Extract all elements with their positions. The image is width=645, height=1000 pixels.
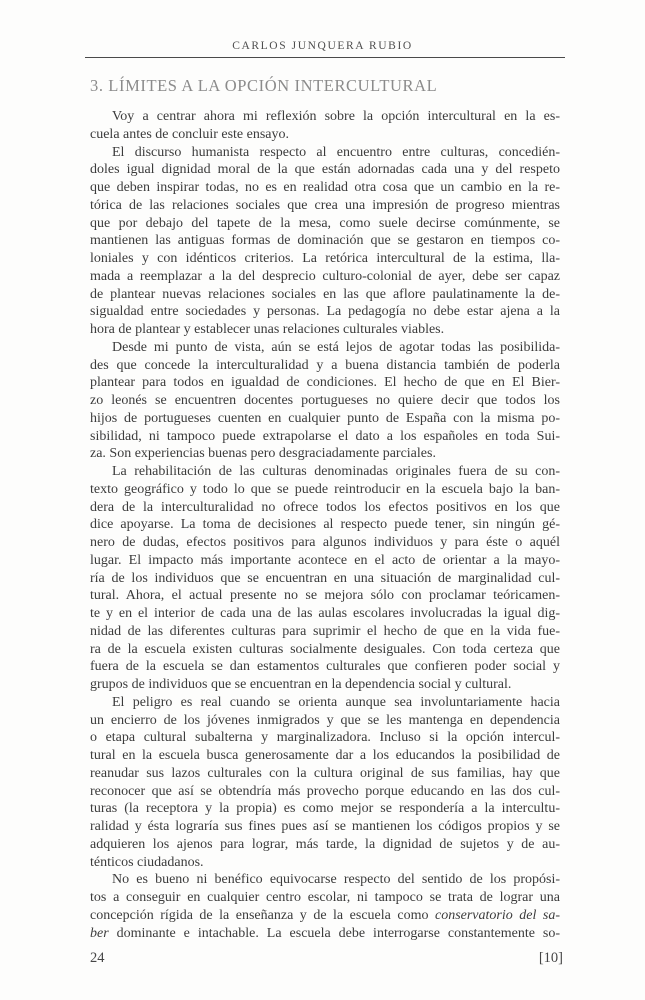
text-line-p4-8: tural. Ahora, el actual presente no se mejora sólo con proclamar teóricamen- [90,588,560,604]
text-line-p2-9: de plantear nuevas relaciones sociales en las que aflore paulatinamente la de- [90,286,560,302]
text-line-p2-11: hora de plantear y establecer unas relaciones culturales viables. [90,322,445,337]
text-line-p4-2: texto geográfico y todo lo que se puede reintroducir en la escuela bajo la ban- [90,481,560,497]
text-line-p3-6: sibilidad, ni tampoco puede extrapolarse el dato a los españoles en toda Sui- [90,428,560,444]
text-line-p1-1: Voy a centrar ahora mi reflexión sobre la opción intercultural en la es- [112,109,560,124]
text-line-p2-1: El discurso humanista respecto al encuentro entre culturas, concedién- [112,144,560,160]
article-body [90,108,560,942]
text-line-p2-2: doles igual dignidad moral de la que están adornadas cada una y del respeto [90,162,560,178]
text-line-p5-9: adquieren los ajenos para lograr, más tarde, la dignidad de sujetos y de au- [90,836,560,852]
text-line-p3-5: hijos de portugueses cuenten en cualquier punto de España con la misma po- [90,410,560,426]
text-line-p4-1: La rehabilitación de las culturas denominadas originales fuera de su con- [112,464,560,479]
text-line-p4-11: ra de la escuela existen culturas socialmente desiguales. Con toda certeza que [90,641,560,657]
text-line-p2-8: mada a reemplazar a la del desprecio culturo-colonial de ayer, debe ser capaz [90,268,560,284]
text-line-p5-5: reanudar sus lazos culturales con la cultura original de sus familias, hay que [90,765,560,781]
text-line-p2-7: loniales y con idénticos criterios. La retórica intercultural de la estima, lla- [90,251,560,266]
text-line-p3-4: zo leonés se encuentren docentes portugueses no quiere decir que todos los [90,393,560,408]
text-line-p6-3: concepción rígida de la enseñanza y de la escuela como conservatorio del sa- [90,907,560,923]
text-line-p5-6: reconocer que así se obtendría más provecho porque educando en las dos cul- [90,783,560,799]
text-line-p2-4: tórica de las relaciones sociales que crea una impresión de progreso mientras [90,197,560,213]
text-line-p4-12: fuera de la escuela se dan estamentos culturales que confieren poder social y [90,659,560,675]
page-number: 24 [90,950,105,966]
header-rule [85,57,565,58]
text-line-p5-7: turas (la receptora y la propia) es como mejor se respondería a la intercultu- [90,801,560,817]
page-footer [90,950,563,967]
text-line-p4-10: nidad de las diferentes culturas para suprimir el hecho de que en la vida fue- [90,623,560,639]
text-line-p6-4: ber dominante e intachable. La escuela debe interrogarse constantemente so- [90,925,560,941]
signature-number: [10] [538,950,563,966]
running-header: CARLOS JUNQUERA RUBIO [232,40,413,52]
text-line-p5-4: tural en la escuela busca generosamente dar a los educandos la posibilidad de [90,748,560,763]
text-line-p4-13: grupos de individuos que se encuentran en la dependencia social y cultural. [90,677,512,692]
text-line-p2-5: que por debajo del tapete de la mesa, como suele decirse comúnmente, se [90,215,560,231]
text-line-p2-10: sigualdad entre sociedades y personas. La pedagogía no debe estar ajena a la [90,304,560,320]
text-line-p5-3: o etapa cultural subalterna y marginalizadora. Incluso si la opción intercul- [90,730,560,746]
text-line-p4-5: nero de dudas, efectos positivos para algunos individuos y para éste o aquél [90,535,560,550]
text-line-p4-4: dice apoyarse. La toma de decisiones al respecto puede tener, sin ningún gé- [90,517,560,533]
text-line-p4-3: dera de la interculturalidad no ofrece todos los efectos positivos en los que [90,499,560,515]
text-line-p2-6: mantienen las antiguas formas de dominación que se gestaron en tiempos co- [90,233,560,249]
text-line-p5-1: El peligro es real cuando se orienta aunque sea involuntariamente hacia [112,694,560,710]
text-line-p1-2: cuela antes de concluir este ensayo. [90,126,290,142]
text-line-p3-7: za. Son experiencias buenas pero desgraciadamente parciales. [90,446,436,462]
text-line-p6-1: No es bueno ni benéfico equivocarse respecto del sentido de los propósi- [112,872,560,888]
text-line-p6-2: tos a conseguir en cualquier centro escolar, ni tampoco se trata de lograr una [90,890,560,905]
text-line-p4-7: ría de los individuos que se encuentran en una situación de marginalidad cul- [90,570,560,586]
text-line-p5-8: ralidad y ésta lograría sus fines pues así se mantienen los códigos propios y se [90,819,560,834]
section-heading: 3. LÍMITES A LA OPCIÓN INTERCULTURAL [90,76,438,95]
text-line-p2-3: que deben inspirar todas, no es en realidad otra cosa que un cambio en la re- [90,180,560,195]
text-line-p4-9: te y en el interior de cada una de las aulas escolares involucradas la igual dig- [90,606,560,621]
text-line-p4-6: lugar. El impacto más importante acontece en el acto de orientar a la mayo- [90,552,560,568]
text-line-p3-2: des que concede la interculturalidad y a buena distancia también de poderla [90,357,560,373]
text-line-p3-1: Desde mi punto de vista, aún se está lejos de agotar todas las posibilida- [112,339,560,355]
text-line-p5-10: ténticos ciudadanos. [90,854,204,870]
text-line-p5-2: un encierro de los jóvenes inmigrados y que se les mantenga en dependencia [90,712,560,728]
text-line-p3-3: plantear para todos en igualdad de condiciones. El hecho de que en El Bier- [90,375,560,391]
